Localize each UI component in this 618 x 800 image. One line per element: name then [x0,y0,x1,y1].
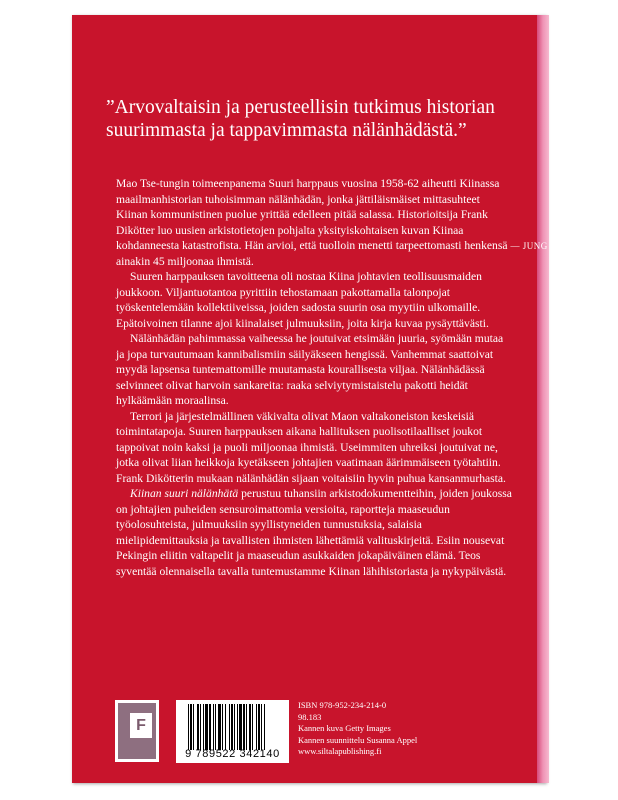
barcode-bar [252,704,253,750]
barcode-bar [193,704,194,750]
book-title-italic: Kiinan suuri nälänhätä [130,487,239,500]
barcode [176,700,289,763]
paragraph-1: Mao Tse-tungin toimeenpanema Suuri harppaus vuosina 1958-62 aiheutti Kiinassa maailmanhistorian tuhoisimman nälänhädän, jonka jättiläismäiset mittasuhteet Kiinan kommunistinen puolue yrittää edelleen pitää salassa. Historioitsija Frank Dikötter luo uusien arkistotietojen pohjalta yksityiskohtaisen kuvan Kiinaa kohdanneesta katastrofista. Hän arvioi, että tuolloin menetti tarpeettomasti henkensä ainakin 45 miljoonaa ihmistä. [116,177,508,268]
paragraph-3: Nälänhädän pahimmassa vaiheessa he joutuivat etsimään juuria, syömään mutaa ja jopa turvautumaan kannibalismiin säilyäkseen hengissä. Vanhemmat saattoivat myydä lapsensa tuntemattomille muutamasta kourallisesta viljaa. Nälänhädässä selvinneet olivat harvoin sankareita: raaka selviytymistaistelu pakotti heidät hylkäämään moraalinsa. [116,332,504,407]
barcode-bar [218,704,221,750]
barcode-bar [213,704,214,750]
cover-design-credit: Kannen suunnittelu Susanna Appel [298,734,418,745]
barcode-bar [188,704,189,750]
barcode-bar [243,704,245,750]
cover-photo-credit: Kannen kuva Getty Images [298,723,391,734]
barcode-bar [225,704,226,750]
barcode-bar [190,704,192,750]
barcode-bar [261,704,262,750]
barcode-bar [229,704,230,750]
description [116,176,512,579]
barcode-bar [209,704,211,750]
barcode-bar [256,704,257,750]
barcode-bar [264,704,265,750]
barcode-bar [249,704,251,750]
quote-line-1: ”Arvovaltaisin ja perusteellisin tutkimus historian [106,97,495,118]
quote-attribution: — JUNG CHANG [510,241,585,251]
barcode-number: 9 789522 342140 [185,748,280,760]
barcode-bar [203,704,204,750]
class-code: 98.183 [298,711,322,722]
barcode-bar [197,704,199,750]
barcode-bar [237,704,238,750]
barcode-bar [231,704,233,750]
paragraph-5 [116,486,512,579]
quote-line-2: suurimmasta ja tappavimmasta nälänhädästä.” [106,120,467,141]
barcode-bar [246,704,247,750]
isbn: ISBN 978-952-234-214-0 [298,700,387,710]
publisher-letter: F [130,713,152,738]
barcode-bar [222,704,223,750]
publisher-website: www.siltalapublishing.fi [298,746,382,757]
publication-info [298,700,417,758]
paragraph-2: Suuren harppauksen tavoitteena oli nostaa Kiina johtavien teollisuusmaiden joukkoon. Viljantuotantoa pyrittiin tehostamaan pakottamalla talonpojat työskentelemään kollektiiveissa, joiden sadosta suurin osa myytiin ulkomaille. Epätoivoinen tilanne ajoi kiinalaiset julmuuksiin, joita kirja kuvaa pysäyttävästi. [116,270,489,330]
paragraph-5-text: perustuu tuhansiin arkistodokumentteihin, joiden joukossa on johtajien puheiden sensuroimattomia versioita, raportteja maaseudun työolosuhteista, julmuuksiin syyllistyneiden tunnustuksia, salaisia mielipidemittauksia ja tavallisten ihmisten lähettämiä valituskirjeitä. Esiin nousevat Pekingin eliitin valtapelit ja maaseudun asukkaiden jokapäiväinen elämä. Teos syventää olennaisella tavalla tuntemustamme Kiinan lähihistoriasta ja nykypäivästä. [116,487,512,578]
barcode-bars [188,704,280,750]
paragraph-4: Terrori ja järjestelmällinen väkivalta olivat Maon valtakoneiston keskeisiä toimintatapoja. Suuren harppauksen aikana hallituksen puolisotilaalliset joukot tappoivat noin kaksi ja puoli miljoonaa ihmistä. Useimmiten uhreiksi joutuivat ne, jotka olivat liian heikkoja kyetäkseen johtajien vaatimaan äärimmäiseen työtahtiin. Frank Dikötterin mukaan nälänhädän sijaan voitaisiin hyvin puhua kansanmurhasta. [116,409,506,485]
page-edge [537,15,549,783]
barcode-bar [215,704,216,750]
barcode-bar [200,704,201,750]
barcode-bar [258,704,260,750]
publisher-logo [115,700,159,762]
barcode-bar [234,704,235,750]
barcode-bar [239,704,242,750]
barcode-bar [205,704,208,750]
